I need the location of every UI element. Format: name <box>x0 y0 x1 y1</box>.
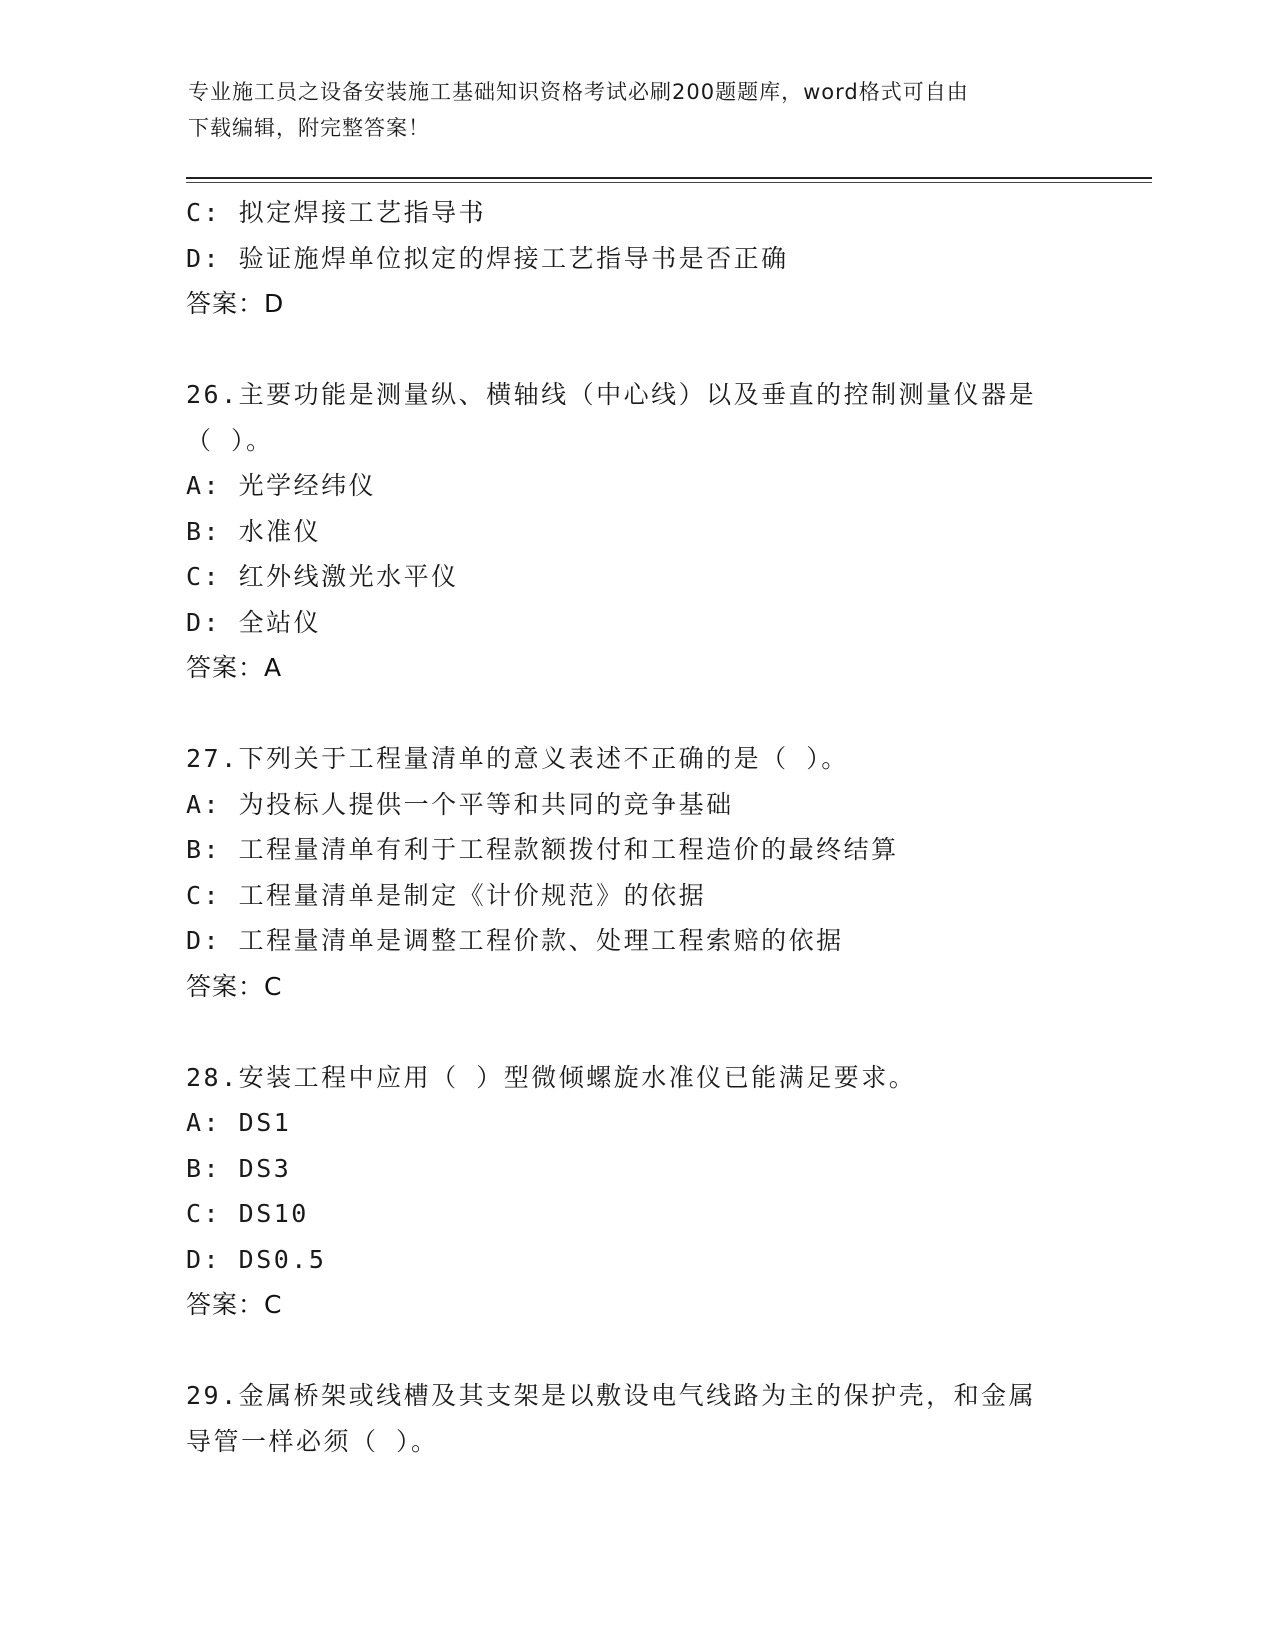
option-c: C: DS10 <box>186 1199 309 1228</box>
answer-line: 答案：D <box>186 289 285 318</box>
question-stem: 28.安装工程中应用（ ）型微倾螺旋水准仪已能满足要求。 <box>186 1062 917 1092</box>
question-28 <box>186 1055 1086 1328</box>
document-body <box>186 190 1086 1464</box>
spacer <box>186 1009 1086 1055</box>
answer-line: 答案：A <box>186 653 283 682</box>
header-line-2: 下载编辑，附完整答案！ <box>188 116 430 140</box>
spacer <box>186 1328 1086 1374</box>
spacer <box>186 691 1086 737</box>
option-d: D: 全站仪 <box>186 607 322 637</box>
document-header <box>188 74 1088 146</box>
option-d: D: DS0.5 <box>186 1244 327 1274</box>
question-25-continued <box>186 190 1086 327</box>
option-c: C: 拟定焊接工艺指导书 <box>186 198 487 227</box>
option-b: B: DS3 <box>186 1153 292 1183</box>
option-a: A: 光学经纬仪 <box>186 471 377 500</box>
question-stem: 27.下列关于工程量清单的意义表述不正确的是（ ）。 <box>186 744 849 773</box>
option-a: A: 为投标人提供一个平等和共同的竞争基础 <box>186 789 734 819</box>
question-29 <box>186 1373 1086 1464</box>
option-a: A: DS1 <box>186 1108 292 1137</box>
question-27 <box>186 736 1086 1009</box>
answer-line: 答案：C <box>186 971 283 1001</box>
option-c: C: 工程量清单是制定《计价规范》的依据 <box>186 880 707 910</box>
header-rule <box>186 177 1152 179</box>
question-stem-cont: 导管一样必须（ ）。 <box>186 1426 439 1456</box>
answer-line: 答案：C <box>186 1290 283 1319</box>
question-stem: 26.主要功能是测量纵、横轴线（中心线）以及垂直的控制测量仪器是 <box>186 380 1037 409</box>
question-stem-cont: （ ）。 <box>186 425 274 455</box>
option-c: C: 红外线激光水平仪 <box>186 562 459 591</box>
option-b: B: 水准仪 <box>186 516 322 546</box>
header-rule-thin <box>186 182 1152 183</box>
option-d: D: 验证施焊单位拟定的焊接工艺指导书是否正确 <box>186 243 789 273</box>
option-d: D: 工程量清单是调整工程价款、处理工程索赔的依据 <box>186 926 844 955</box>
option-b: B: 工程量清单有利于工程款额拨付和工程造价的最终结算 <box>186 835 899 864</box>
question-26 <box>186 372 1086 691</box>
question-stem: 29.金属桥架或线槽及其支架是以敷设电气线路为主的保护壳，和金属 <box>186 1381 1037 1410</box>
header-line-1: 专业施工员之设备安装施工基础知识资格考试必刷200题题库，word格式可自由 <box>188 80 969 104</box>
spacer <box>186 327 1086 373</box>
